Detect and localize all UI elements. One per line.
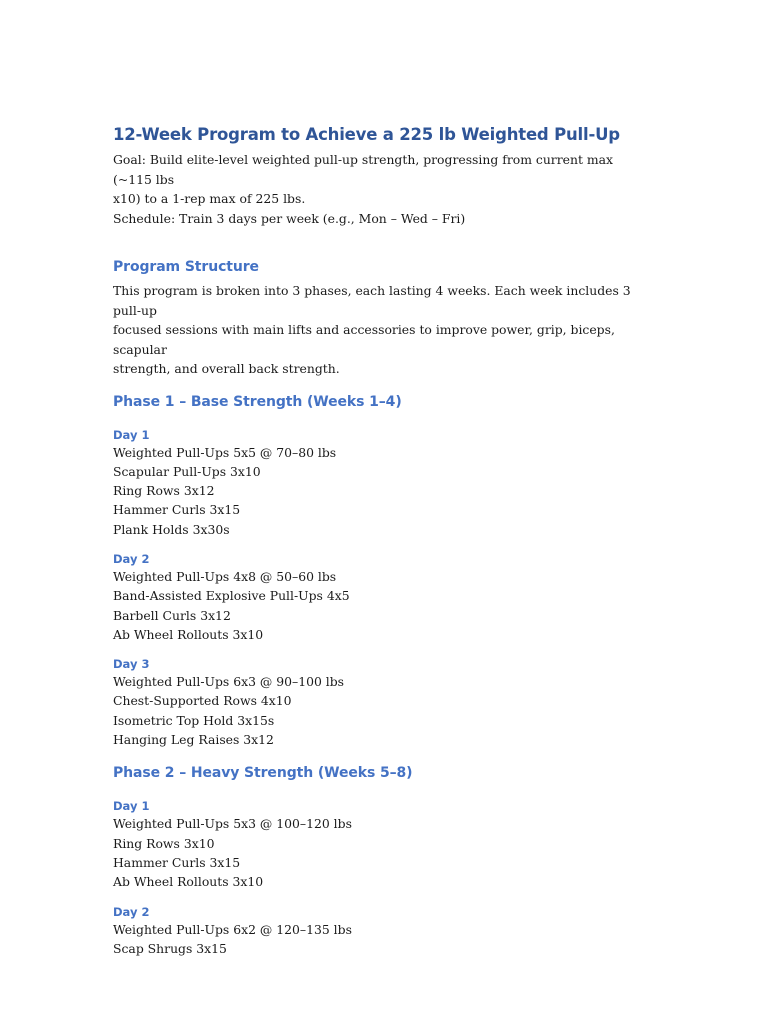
exercise-item: Hammer Curls 3x15 [113, 502, 241, 518]
exercise-item: Isometric Top Hold 3x15s [113, 712, 275, 728]
exercise-item: Hanging Leg Raises 3x12 [113, 732, 274, 748]
day-heading: Day 1 [113, 799, 150, 814]
exercise-item: Ab Wheel Rollouts 3x10 [113, 874, 264, 890]
phase-heading-1: Phase 1 – Base Strength (Weeks 1–4) [113, 393, 402, 410]
exercise-item: Chest-Supported Rows 4x10 [113, 693, 292, 709]
exercise-item: Ab Wheel Rollouts 3x10 [113, 626, 264, 642]
day-heading: Day 1 [113, 427, 150, 442]
structure-line: strength, and overall back strength. [113, 361, 340, 376]
exercise-item: Ring Rows 3x10 [113, 835, 215, 851]
intro-line: Schedule: Train 3 days per week (e.g., Mon – Wed – Fri) [113, 210, 466, 226]
document-page [113, 124, 653, 958]
exercise-item: Band-Assisted Explosive Pull-Ups 4x5 [113, 588, 350, 604]
exercise-item: Hammer Curls 3x15 [113, 854, 241, 870]
exercise-item: Barbell Curls 3x12 [113, 607, 231, 623]
document-title: 12-Week Program to Achieve a 225 lb Weighted Pull-Up [113, 125, 620, 144]
exercise-item: Weighted Pull-Ups 6x3 @ 90–100 lbs [113, 674, 345, 690]
exercise-item: Weighted Pull-Ups 5x3 @ 100–120 lbs [113, 816, 352, 832]
exercise-item: Weighted Pull-Ups 6x2 @ 120–135 lbs [113, 921, 352, 937]
day-heading: Day 3 [113, 657, 150, 672]
structure-line: This program is broken into 3 phases, each lasting 4 weeks. Each week includes 3 pull-up [113, 283, 631, 318]
section-heading-program-structure: Program Structure [113, 259, 259, 275]
day-heading: Day 2 [113, 551, 150, 566]
intro-line: x10) to a 1-rep max of 225 lbs. [113, 191, 306, 206]
exercise-item: Plank Holds 3x30s [113, 521, 230, 537]
exercise-item: Weighted Pull-Ups 5x5 @ 70–80 lbs [113, 444, 337, 460]
exercise-item: Ring Rows 3x12 [113, 483, 215, 499]
intro-line: Goal: Build elite-level weighted pull-up strength, progressing from current max (~115 lbs [113, 152, 614, 187]
structure-line: focused sessions with main lifts and accessories to improve power, grip, biceps, scapular [113, 322, 615, 357]
day-heading: Day 2 [113, 904, 150, 919]
exercise-item: Scapular Pull-Ups 3x10 [113, 463, 261, 479]
exercise-item: Weighted Pull-Ups 4x8 @ 50–60 lbs [113, 568, 337, 584]
exercise-item: Scap Shrugs 3x15 [113, 940, 227, 956]
phase-heading-2: Phase 2 – Heavy Strength (Weeks 5–8) [113, 765, 413, 782]
